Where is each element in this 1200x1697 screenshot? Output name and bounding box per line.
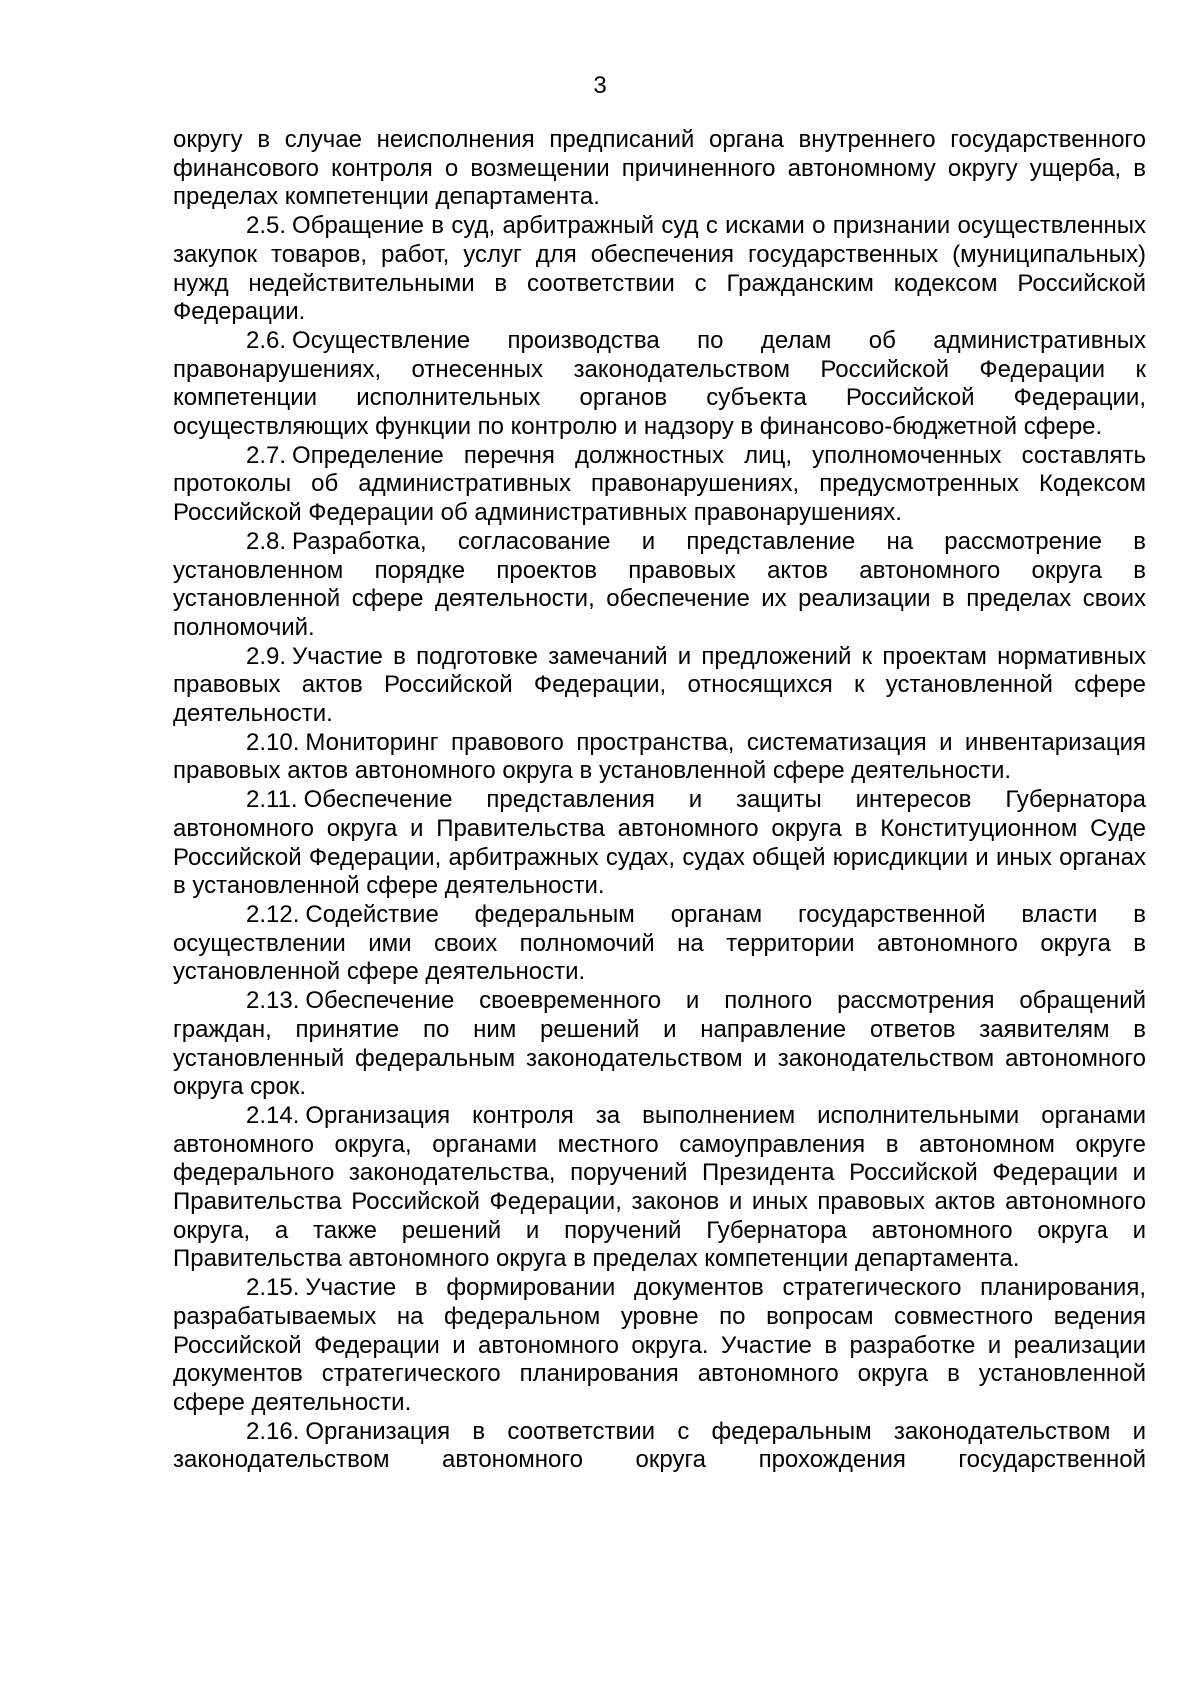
paragraph-text: Содействие федеральным органам государственной власти в осуществлении ими своих полномочий на территории автономного округа в установленной сфере деятельности. <box>173 900 1146 986</box>
paragraph-number: 2.12. <box>246 900 300 928</box>
paragraph-text: Организация в соответствии с федеральным законодательством и законодательством автономного округа прохождения государственной <box>173 1417 1146 1474</box>
paragraph-number: 2.15. <box>246 1274 300 1302</box>
paragraph-2-8 <box>173 528 1146 643</box>
paragraph-text: Разработка, согласование и представление на рассмотрение в установленном порядке проектов правовых актов автономного округа в установленной сфере деятельности, обеспечение их реализации в пределах своих полномочий. <box>173 527 1146 641</box>
paragraph-text: Организация контроля за выполнением исполнительными органами автономного округа, органами местного самоуправления в автономном округе федерального законодательства, поручений Президента Российской Федерации и Правительства Российской Федерации, законов и иных правовых актов автономного округа, а также решений и поручений Губернатора автономного округа и Правительства автономного округа в пределах компетенции департамента. <box>173 1101 1146 1273</box>
paragraph-text: Осуществление производства по делам об административных правонарушениях, отнесенных законодательством Российской Федерации к компетенции исполнительных органов субъекта Российской Федерации, осуществляющих функции по контролю и надзору в финансово-бюджетной сфере. <box>173 326 1146 441</box>
paragraph-number: 2.5. <box>246 212 287 240</box>
paragraph-number: 2.7. <box>246 441 287 469</box>
paragraph-text: Обеспечение своевременного и полного рассмотрения обращений граждан, принятие по ним решений и направление ответов заявителям в установленный федеральным законодательством и законодательством автономного округа срок. <box>173 987 1146 1101</box>
paragraph-2-10 <box>173 729 1146 786</box>
paragraph-2-7 <box>173 442 1146 528</box>
document-body <box>173 126 1146 1475</box>
paragraph-text: Участие в подготовке замечаний и предложений к проектам нормативных правовых актов Российской Федерации, относящихся к установленной сфере деятельности. <box>173 642 1146 728</box>
paragraph-number: 2.11. <box>246 786 298 814</box>
paragraph-text: Обеспечение представления и защиты интересов Губернатора автономного округа и Правительства автономного округа в Конституционном Суде Российской Федерации, арбитражных судах, судах общей юрисдикции и иных органах в установленной сфере деятельности. <box>173 786 1146 900</box>
paragraph-2-12 <box>173 901 1146 987</box>
paragraph-text: Участие в формировании документов стратегического планирования, разрабатываемых на федеральном уровне по вопросам совместного ведения Российской Федерации и автономного округа. Участие в разработке и реализации документов стратегического планирования автономного округа в установленной сфере деятельности. <box>173 1274 1146 1416</box>
paragraph-number: 2.9. <box>246 642 287 670</box>
paragraph-text: Мониторинг правового пространства, систематизация и инвентаризация правовых актов автономного округа в установленной сфере деятельности. <box>173 728 1146 785</box>
paragraph-2-15 <box>173 1274 1146 1418</box>
paragraph-number: 2.6. <box>246 326 287 354</box>
paragraph-2-16 <box>173 1418 1146 1475</box>
paragraph-number: 2.16. <box>246 1417 300 1445</box>
paragraph-number: 2.10. <box>246 728 300 756</box>
paragraph-2-9 <box>173 643 1146 729</box>
paragraph-number: 2.14. <box>246 1101 300 1129</box>
paragraph-text: Определение перечня должностных лиц, уполномоченных составлять протоколы об административных правонарушениях, предусмотренных Кодексом Российской Федерации об административных правонарушениях. <box>173 441 1146 527</box>
paragraph-2-13 <box>173 987 1146 1102</box>
paragraph-continuation <box>173 126 1146 212</box>
paragraph-2-11 <box>173 786 1146 901</box>
paragraph-number: 2.13. <box>246 987 300 1015</box>
paragraph-text: Обращение в суд, арбитражный суд с исками о признании осуществленных закупок товаров, работ, услуг для обеспечения государственных (муниципальных) нужд недействительными в соответствии с Гражданским кодексом Российской Федерации. <box>173 212 1146 326</box>
paragraph-number: 2.8. <box>246 527 287 555</box>
page-number: 3 <box>593 72 607 99</box>
paragraph-2-14 <box>173 1102 1146 1274</box>
paragraph-text: округу в случае неисполнения предписаний органа внутреннего государственного финансового контроля о возмещении причиненного автономному округу ущерба, в пределах компетенции департамента. <box>173 126 1146 211</box>
paragraph-2-6 <box>173 327 1146 442</box>
paragraph-2-5 <box>173 212 1146 327</box>
